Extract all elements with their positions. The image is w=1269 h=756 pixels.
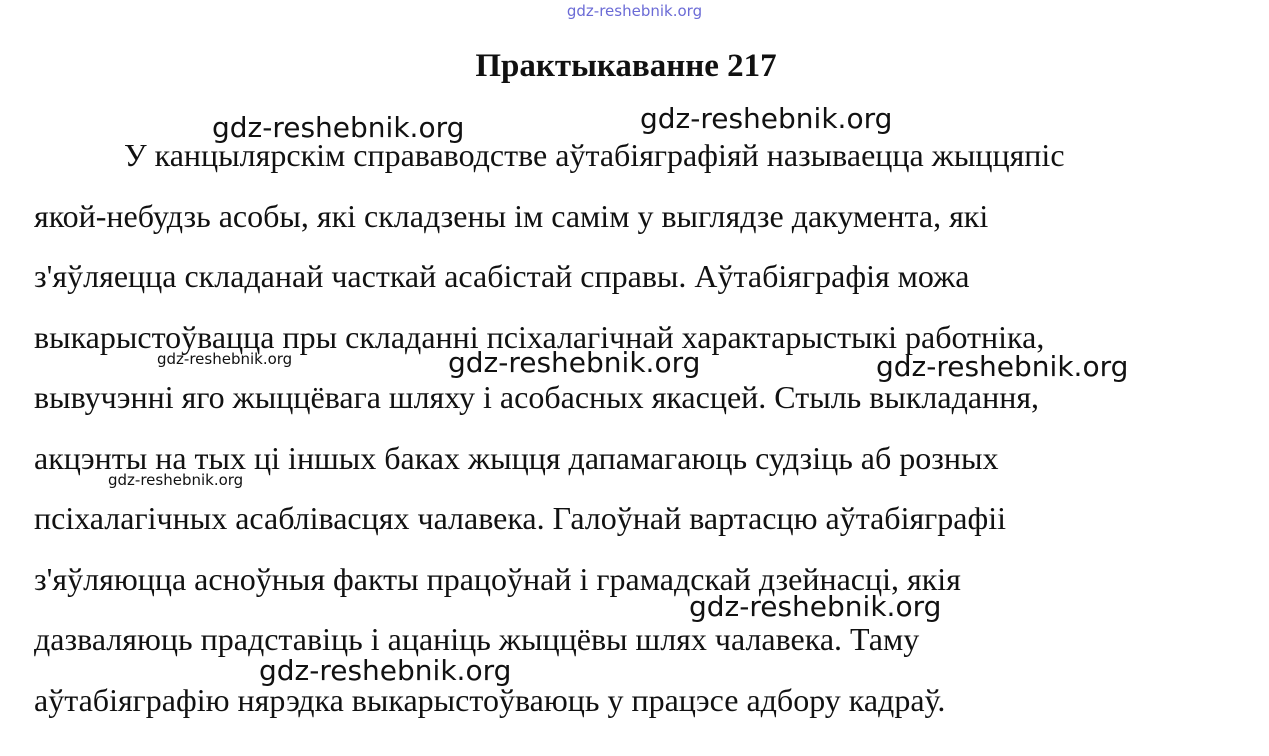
watermark: gdz-reshebnik.org bbox=[157, 350, 293, 368]
paragraph-line: У канцылярскім справаводстве аўтабіяграфіяй называецца жыццяпіс bbox=[124, 137, 1065, 173]
site-link[interactable]: gdz-reshebnik.org bbox=[566, 2, 703, 20]
watermark: gdz-reshebnik.org bbox=[689, 590, 942, 623]
paragraph-line: вывучэнні яго жыццёвага шляху і асобасных якасцей. Стыль выкладання, bbox=[34, 379, 1040, 415]
exercise-paragraph bbox=[34, 133, 1234, 738]
paragraph-line: акцэнты на тых ці іншых баках жыцця дапамагаюць судзіць аб розных bbox=[34, 439, 999, 476]
paragraph-line: якой-небудзь асобы, які складзены ім самім у выглядзе дакумента, які bbox=[34, 197, 989, 234]
paragraph-line: псіхалагічных асаблівасцях чалавека. Галоўнай вартасцю аўтабіяграфіі bbox=[34, 500, 1007, 536]
page-title: Практыкаванне 217 bbox=[475, 48, 777, 84]
paragraph-line: дазваляюць прадставіць і ацаніць жыццёвы шлях чалавека. Таму bbox=[34, 621, 920, 657]
watermark: gdz-reshebnik.org bbox=[108, 471, 244, 489]
watermark: gdz-reshebnik.org bbox=[876, 350, 1129, 383]
paragraph-line: з'яўляюцца асноўныя факты працоўнай і грамадскай дзейнасці, якія bbox=[34, 560, 961, 597]
watermark: gdz-reshebnik.org bbox=[448, 346, 701, 379]
paragraph-line: з'яўляецца складанай часткай асабістай справы. Аўтабіяграфія можа bbox=[34, 258, 970, 294]
watermark: gdz-reshebnik.org bbox=[640, 102, 893, 135]
watermark: gdz-reshebnik.org bbox=[212, 111, 465, 144]
paragraph-line: выкарыстоўвацца пры складанні псіхалагічнай характарыстыкі работніка, bbox=[34, 318, 1045, 355]
watermark: gdz-reshebnik.org bbox=[259, 654, 512, 687]
paragraph-line: аўтабіяграфію нярэдка выкарыстоўваюць у працэсе адбору кадраў. bbox=[34, 681, 946, 718]
